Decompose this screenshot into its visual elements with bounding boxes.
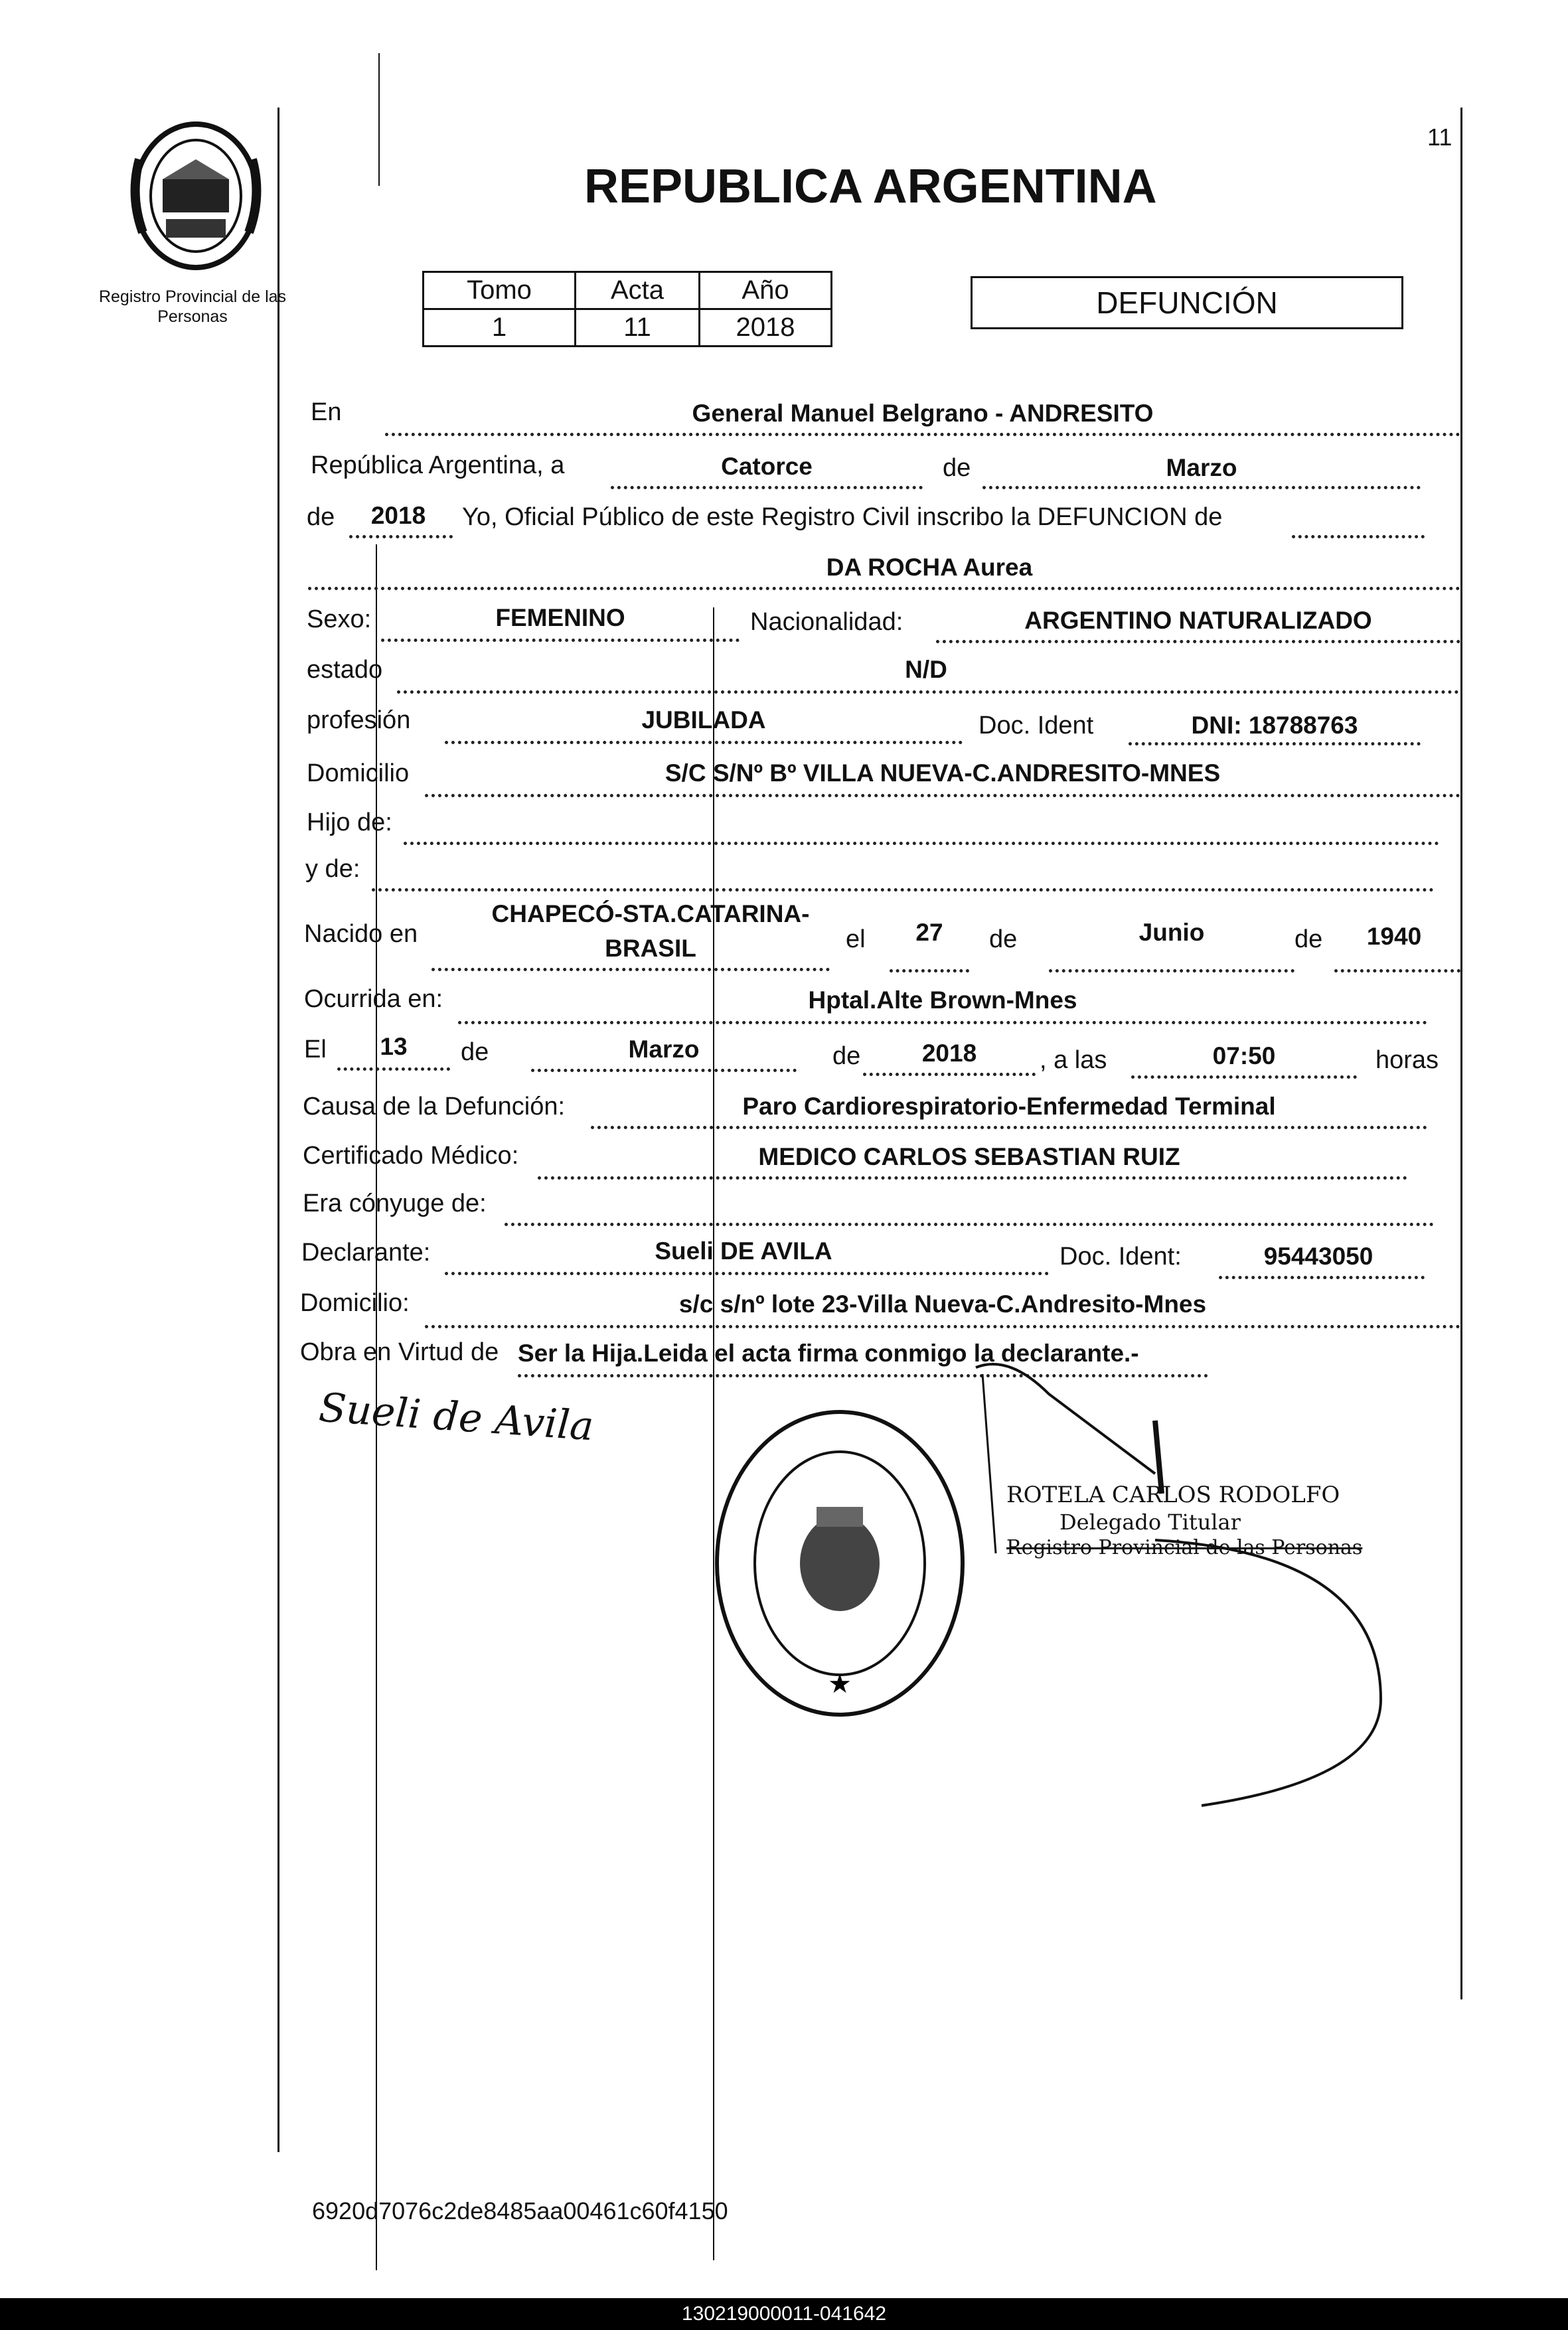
table-header: Acta [576, 272, 700, 309]
domicilio2-label: Domicilio: [300, 1289, 410, 1317]
dots [531, 1069, 797, 1072]
estado-value: N/D [905, 656, 947, 683]
svg-text:★: ★ [828, 1669, 852, 1699]
nac-dia-value: 27 [915, 919, 943, 946]
sexo-value: FEMENINO [495, 604, 625, 631]
de-label: de [1294, 925, 1323, 953]
yde-label: y de: [305, 855, 360, 883]
mes-value: Marzo [1166, 454, 1237, 481]
nacido-line1: CHAPECÓ-STA.CATARINA- [491, 900, 810, 927]
dia-value: Catorce [721, 453, 813, 480]
de-label: de [943, 454, 971, 482]
table-header: Año [700, 272, 832, 309]
dots [936, 640, 1460, 643]
official-title: Delegado Titular [1059, 1510, 1241, 1535]
declarante-value: Sueli DE AVILA [655, 1237, 832, 1265]
table-cell: 2018 [700, 309, 832, 347]
domicilio-label: Domicilio [307, 759, 410, 787]
def-anio-value: 2018 [921, 1040, 977, 1067]
nacionalidad-label: Nacionalidad: [750, 608, 903, 636]
domicilio2-value: s/c s/nº lote 23-Villa Nueva-C.Andresito-Mnes [678, 1290, 1207, 1318]
official-name: ROTELA CARLOS RODOLFO [1006, 1482, 1340, 1508]
de-label: de [989, 925, 1018, 953]
scan-line-left [378, 53, 380, 186]
nac-mes-value: Junio [1138, 919, 1205, 946]
dots [890, 969, 969, 972]
barcode-bar [0, 2298, 1568, 2330]
registry-name: Registro Provincial de las Personas [98, 287, 287, 326]
dots [591, 1126, 1427, 1129]
dots [611, 486, 923, 489]
dots [1129, 742, 1421, 745]
alas-label: , a las [1040, 1046, 1107, 1074]
dots [445, 1272, 1049, 1275]
dots [372, 888, 1434, 892]
dots [1292, 535, 1425, 538]
dots [458, 1021, 1427, 1024]
dots [425, 1325, 1460, 1328]
dots [349, 535, 453, 538]
dots [982, 486, 1421, 489]
barcode-id: 130219000011-041642 [681, 2303, 887, 2325]
anio-value: 2018 [370, 502, 426, 529]
dots [1219, 1276, 1425, 1279]
decl-doc-label: Doc. Ident: [1059, 1243, 1182, 1271]
certificado-label: Certificado Médico: [303, 1142, 519, 1170]
official-stamp-icon [710, 1407, 969, 1719]
intro-text: Yo, Oficial Público de este Registro Civil inscribo la DEFUNCION de [462, 503, 1223, 531]
obra-value: Ser la Hija.Leida el acta firma conmigo la declarante.- [518, 1340, 1139, 1367]
dots [505, 1223, 1434, 1226]
table-cell: 11 [576, 309, 700, 347]
document-hash: 6920d7076c2de8485aa00461c60f4150 [312, 2197, 728, 2224]
dots [337, 1067, 450, 1071]
nacido-line2: BRASIL [605, 935, 696, 962]
rep-label: República Argentina, a [311, 451, 565, 479]
nacido-label: Nacido en [304, 920, 418, 948]
nombre-value: DA ROCHA Aurea [826, 554, 1033, 581]
dots [425, 794, 1460, 797]
de-label: de [307, 503, 335, 531]
doc-value: DNI: 18788763 [1191, 712, 1358, 739]
country-title: REPUBLICA ARGENTINA [584, 160, 1157, 213]
ocurrida-value: Hptal.Alte Brown-Mnes [808, 986, 1077, 1014]
doc-type-box [971, 276, 1403, 329]
table-cell: 1 [424, 309, 576, 347]
el2-label: El [304, 1036, 327, 1063]
certificado-value: MEDICO CARLOS SEBASTIAN RUIZ [758, 1143, 1180, 1170]
official-office: Registro Provincial de las Personas [1006, 1536, 1363, 1559]
lugar-value: General Manuel Belgrano - ANDRESITO [692, 400, 1154, 427]
dots [385, 433, 1460, 436]
el-label: el [846, 925, 866, 953]
nac-anio-value: 1940 [1366, 923, 1422, 950]
causa-value: Paro Cardiorespiratorio-Enfermedad Terminal [742, 1093, 1276, 1120]
profesion-value: JUBILADA [641, 706, 766, 734]
conyuge-label: Era cónyuge de: [303, 1190, 487, 1217]
dots [1049, 969, 1294, 972]
obra-label: Obra en Virtud de [300, 1338, 499, 1366]
sexo-label: Sexo: [307, 605, 372, 633]
page-number: 11 [1427, 123, 1452, 151]
domicilio-value: S/C S/Nº Bº VILLA NUEVA-C.ANDRESITO-MNES [665, 759, 1221, 787]
dots [308, 587, 1460, 590]
dots [445, 741, 963, 744]
de-label: de [461, 1038, 489, 1066]
estado-label: estado [307, 656, 383, 684]
de-label: de [832, 1042, 861, 1070]
decl-doc-value: 95443050 [1263, 1243, 1373, 1270]
doc-type-label: DEFUNCIÓN [1096, 285, 1278, 320]
reference-table [422, 271, 832, 347]
horas-label: horas [1375, 1046, 1439, 1074]
def-mes-value: Marzo [628, 1036, 700, 1063]
dots [863, 1073, 1036, 1076]
declarant-signature: Sueli de Avila [317, 1384, 595, 1450]
causa-label: Causa de la Defunción: [303, 1093, 566, 1121]
ocurrida-label: Ocurrida en: [304, 985, 443, 1013]
doc-label: Doc. Ident [979, 712, 1094, 739]
left-border-line [277, 108, 279, 2152]
en-label: En [311, 398, 342, 426]
hora-value: 07:50 [1212, 1042, 1276, 1069]
nacionalidad-value: ARGENTINO NATURALIZADO [1024, 607, 1372, 634]
table-header: Tomo [424, 272, 576, 309]
dots [404, 842, 1439, 845]
official-signature-icon [956, 1354, 1434, 1819]
province-seal-icon [126, 119, 266, 272]
profesion-label: profesión [307, 706, 411, 734]
dots [1334, 969, 1460, 972]
right-border-line [1460, 108, 1462, 1999]
hijo-label: Hijo de: [307, 809, 392, 836]
dots [381, 639, 740, 642]
dots [1131, 1075, 1357, 1079]
dots [538, 1176, 1407, 1180]
dots [431, 968, 830, 971]
declarante-label: Declarante: [301, 1239, 431, 1267]
def-dia-value: 13 [380, 1033, 408, 1060]
dots [397, 690, 1459, 694]
